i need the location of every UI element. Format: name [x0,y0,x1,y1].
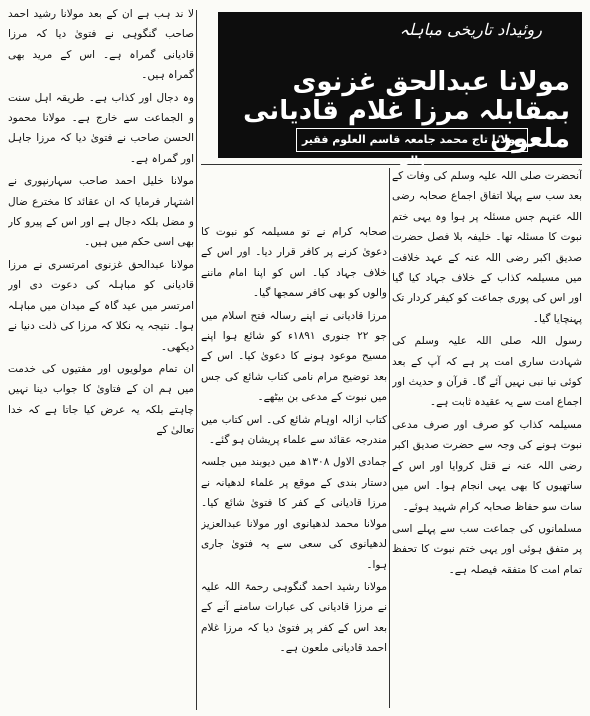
paragraph: مولانا رشید احمد گنگوہی رحمۃ اللہ علیہ نے مرزا قادیانی کی عبارات سامنے آنے کے بعد اس کے کفر پر فتویٰ دیا کہ مرزا غلام احمد قادیانی ملعون ہے۔ [201,580,387,655]
paragraph: مرزا قادیانی نے اپنے رسالہ فتح اسلام میں جو ۲۲ جنوری ۱۸۹۱ء کو شائع ہوا اپنے مسیح موعود ہونے کا دعویٰ کیا۔ اس کے بعد توضیح مرام نامی کتاب شائع کی جس میں نبوت کے مدعی بن بیٹھے۔ [201,309,387,404]
headline-kicker: روئیداد تاریخی مباہلہ [399,20,542,39]
paragraph: کتاب ازالہ اوہام شائع کی۔ اس کتاب میں مندرجہ عقائد سے علماء پریشان ہو گئے۔ [201,413,387,447]
paragraph: وہ دجال اور کذاب ہے۔ طریقہ اہل سنت و الجماعت سے خارج ہے۔ مولانا محمود الحسن صاحب نے فتویٰ دیا کہ مرزا جاہل اور گمراہ ہے۔ [8,91,194,165]
paragraph: جمادی الاول ۱۳۰۸ھ میں دیوبند میں جلسہ دستار بندی کے موقع پر علماء لدھیانہ نے مرزا قادیانی کے کفر کا فتویٰ شائع کیا۔ مولانا محمد لدھیانوی اور مولانا عبدالعزیز لدھیانوی کی سعی سے یہ فتویٰ جاری ہوا۔ [201,456,387,571]
paragraph: صحابہ کرام نے تو مسیلمہ کو نبوت کا دعویٰ کرنے پر کافر قرار دیا۔ اور اس کے خلاف جہاد کیا۔ اس کو اپنا امام ماننے والوں کو بھی کافر سمجھا گیا۔ [201,226,387,300]
article-column-right [392,166,582,706]
article-column-left [8,4,194,706]
article-column-middle [201,222,387,706]
column-divider-right [389,168,390,708]
paragraph: لا ند ہب ہے ان کے بعد مولانا رشید احمد صاحب گنگوہی نے فتویٰ دیا کہ مرزا قادیانی گمراہ ہے۔ اس کے مرید بھی گمراہ ہیں۔ [8,8,194,82]
headline-block [218,12,582,167]
paragraph: ان تمام مولویوں اور مفتیوں کی خدمت میں ہم ان کے فتاویٰ کا جواب دینا نہیں چاہتے بلکہ یہ عرض کیا جاتا ہے کہ خدا تعالیٰ کے [8,362,194,437]
headline-divider [201,164,582,165]
paragraph: رسول اللہ صلی اللہ علیہ وسلم کی شہادت ساری امت پر ہے کہ آپ کے بعد کوئی نیا نبی نہیں آئے گا۔ قرآن و حدیث اور اجماع امت سے یہ عقیدہ ثابت ہے۔ [392,335,582,409]
author-byline: مولانا تاج محمد جامعہ قاسم العلوم فقیر والی [296,128,528,152]
paragraph: مولانا خلیل احمد صاحب سہارنپوری نے اشتہار فرمایا کہ ان عقائد کا مخترع ضال و مضل بلکہ دجال ہے اور اس کے پیرو کار بھی اسی حکم میں ہیں۔ [8,175,194,249]
headline-title: مولانا عبدالحق غزنوی بمقابلہ مرزا غلام قادیانی ملعون [243,67,570,155]
paragraph: آنحضرت صلی اللہ علیہ وسلم کی وفات کے بعد سب سے پہلا اتفاق اجماع صحابہ رضی اللہ عنہم جس مسئلہ پر ہوا وہ یہی ختم نبوت کا مسئلہ تھا۔ خلیفہ بلا فصل حضرت صدیق اکبر رضی اللہ عنہ کے عہد خلافت میں مسیلمہ کذاب کے خلاف جہاد کیا گیا اور اس کی پوری جماعت کو کیفر کردار تک پہنچایا گیا۔ [392,170,582,325]
paragraph: مسیلمہ کذاب کو صرف اور صرف مدعی نبوت ہونے کی وجہ سے حضرت صدیق اکبر رضی اللہ عنہ نے قتل کروایا اور اس کے ساتھیوں کا بھی یہی انجام ہوا۔ اس میں سات سو حفاظ صحابہ کرام شہید ہوئے۔ [392,418,582,513]
paragraph: مولانا عبدالحق غزنوی امرتسری نے مرزا قادیانی کو مباہلہ کی دعوت دی اور امرتسر میں عید گاہ کے میدان میں مباہلہ ہوا۔ نتیجہ یہ نکلا کہ مرزا کی ذلت دنیا نے دیکھی۔ [8,258,194,353]
paragraph: مسلمانوں کی جماعت سب سے پہلے اسی پر متفق ہوئی اور یہی ختم نبوت کا تحفظ تمام امت کا متفقہ فیصلہ ہے۔ [392,522,582,576]
column-divider-left [196,10,197,710]
